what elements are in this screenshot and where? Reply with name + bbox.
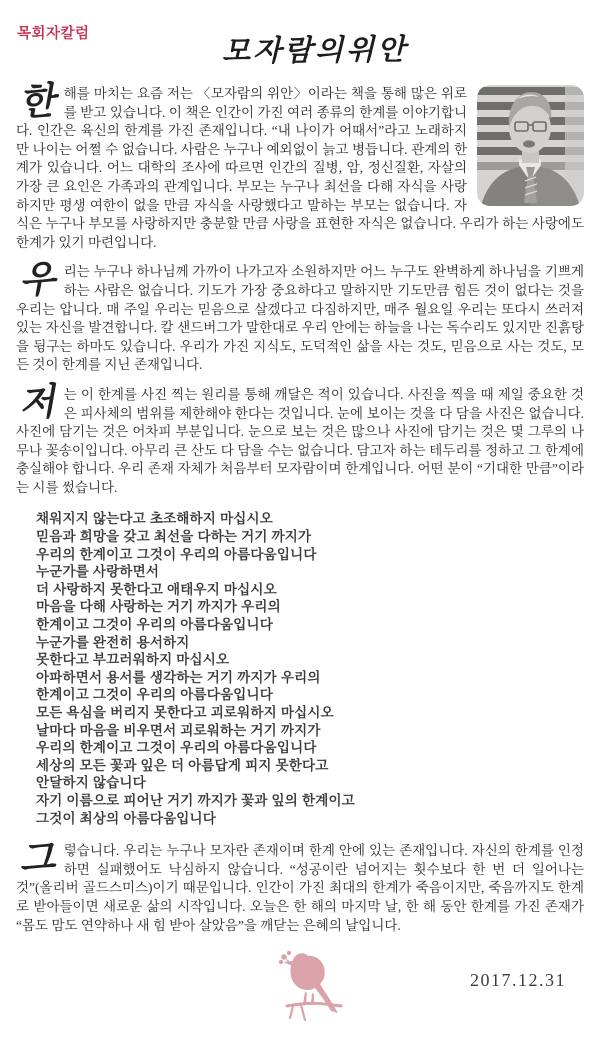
paragraph-2 (16, 256, 584, 375)
poem-line: 한계이고 그것이 우리의 아름다움입니다 (36, 687, 273, 703)
pastor-portrait-photo (477, 85, 584, 206)
poem-line: 세상의 모든 꽃과 잎은 더 아름답게 피지 못한다고 (36, 757, 329, 773)
poem-line: 채워지지 않는다고 초조해하지 마십시오 (36, 511, 273, 527)
dropcap-3: 저 (17, 378, 57, 426)
footer (16, 946, 584, 1041)
paragraph-1-text: 해를 마치는 요즘 저는 〈모자람의 위안〉이라는 책을 통해 많은 위로를 받고 있습니다. 이 책은 인간이 가진 여러 종류의 한계를 이야기합니다. 인간은 육신의 한계를 가진 존재입니다. “내 나이가 어때서”라고 노래하지만 나이는 어쩔 수 없습니다. 사람은 누구나 예외없이 늙고 병듭니다. 관계의 한계가 있습니다. 어느 대학의 조사에 따르면 인간의 질병, 암, 정신질환, 자살의 가장 큰 요인은 가족과의 관계입니다. 부모는 누구나 최선을 다해 자식을 사랑하지만 평생 여한이 없을 만큼 자식을 사랑했다고 말하는 부모는 없습니다. 자식은 누구나 부모를 사랑하지만 충분할 만큼 사랑을 표현한 자식은 없습니다. 우리가 하는 사랑에도 한계가 있기 마련입니다. (16, 86, 584, 250)
dropcap-1: 한 (17, 77, 57, 125)
poem-line: 안달하지 않습니다 (36, 775, 146, 791)
poem-line: 마음을 다해 사랑하는 거기 까지가 우리의 (36, 599, 281, 615)
poem-line: 한계이고 그것이 우리의 아름다움입니다 (36, 617, 273, 633)
paragraph-1 (16, 77, 584, 252)
paragraph-closing (16, 834, 584, 935)
poem-line: 더 사랑하지 못한다고 애태우지 마십시오 (36, 581, 277, 597)
poem-line: 아파하면서 용서를 생각하는 거기 까지가 우리의 (36, 669, 321, 685)
poem-block (36, 510, 584, 827)
poem-line: 날마다 마음을 비우면서 괴로워하는 거기 까지가 (36, 722, 321, 738)
poem-line: 자기 이름으로 피어난 거기 까지가 꽃과 잎의 한계이고 (36, 792, 355, 808)
paragraph-3-text: 는 이 한계를 사진 찍는 원리를 통해 깨달은 적이 있습니다. 사진을 찍을 때 제일 중요한 것은 피사체의 범위를 제한해야 한다는 것입니다. 눈에 보이는 것을 다 담을 사진은 없습니다. 사진에 담기는 것은 어차피 부분입니다. 눈으로 보는 것은 많으나 사진에 담기는 것은 몇 그루의 나무나 꽃송이입니다. 아무리 큰 산도 다 담을 수는 없습니다. 담고자 하는 테두리를 정하고 그 한계에 충실해야 합니다. 우리 존재 자체가 처음부터 모자람이며 한계입니다. 어떤 분이 “기대한 만큼”이라는 시를 썼습니다. (16, 386, 584, 495)
poem-line: 우리의 한계이고 그것이 우리의 아름다움입니다 (36, 740, 317, 756)
paragraph-closing-text: 렇습니다. 우리는 누구나 모자란 존재이며 한계 안에 있는 존재입니다. 자신의 한계를 인정하면 실패했어도 낙심하지 않습니다. “성공이란 넘어지는 횟수보다 한 번 더 일어나는 것”(올리버 골드스미스)이기 때문입니다. 인간이 가진 최대의 한계가 죽음이지만, 죽음까지도 한계로 받아들이면 새로운 삶의 시작입니다. 오늘은 한 해의 마지막 날, 한 해 동안 한계를 가진 존재가 “몸도 맘도 연약하나 새 힘 받아 살았음”을 깨닫는 은혜의 날입니다. (16, 843, 584, 933)
dropcap-4: 그 (17, 834, 57, 882)
poem-line: 그것이 최상의 아름다움입니다 (36, 810, 217, 826)
poem-line: 믿음과 희망을 갖고 최선을 다하는 거기 까지가 (36, 529, 312, 545)
paragraph-3 (16, 378, 584, 498)
category-label: 목회자칼럼 (17, 26, 90, 42)
bird-on-branch-icon (263, 948, 353, 1026)
poem-line: 누군가를 완전히 용서하지 (36, 634, 190, 650)
article-body (16, 77, 584, 935)
poem-line: 모든 욕심을 버리지 못한다고 괴로워하지 마십시오 (36, 705, 334, 720)
poem-line: 못한다고 부끄러워하지 마십시오 (36, 652, 230, 668)
page-title: 모자람의위안 (221, 32, 409, 68)
dropcap-2: 우 (17, 256, 57, 303)
poem-line: 우리의 한계이고 그것이 우리의 아름다움입니다 (36, 546, 317, 562)
paragraph-2-text: 리는 누구나 하나님께 가까이 나가고자 소원하지만 어느 누구도 완벽하게 하나님을 기쁘게 하는 사람은 없습니다. 기도가 가장 중요하다고 말하지만 기도만큼 힘든 것이 없다는 것을 우리는 압니다. 매 주일 우리는 믿음으로 살겠다고 다짐하지만, 매주 월요일 우리는 또다시 쓰러져 있는 자신을 발견합니다. 칼 샌드버그가 말한대로 우리 안에는 하늘을 나는 독수리도 있지만 진흙탕을 뒹구는 하마도 있습니다. 우리가 가진 지식도, 도덕적인 삶을 사는 것도, 믿음으로 사는 것도, 모든 것이 한계를 지닌 존재입니다. (16, 264, 584, 373)
poem-line: 누군가를 사랑하면서 (36, 564, 160, 580)
document-date: 2017.12.31 (470, 970, 566, 991)
